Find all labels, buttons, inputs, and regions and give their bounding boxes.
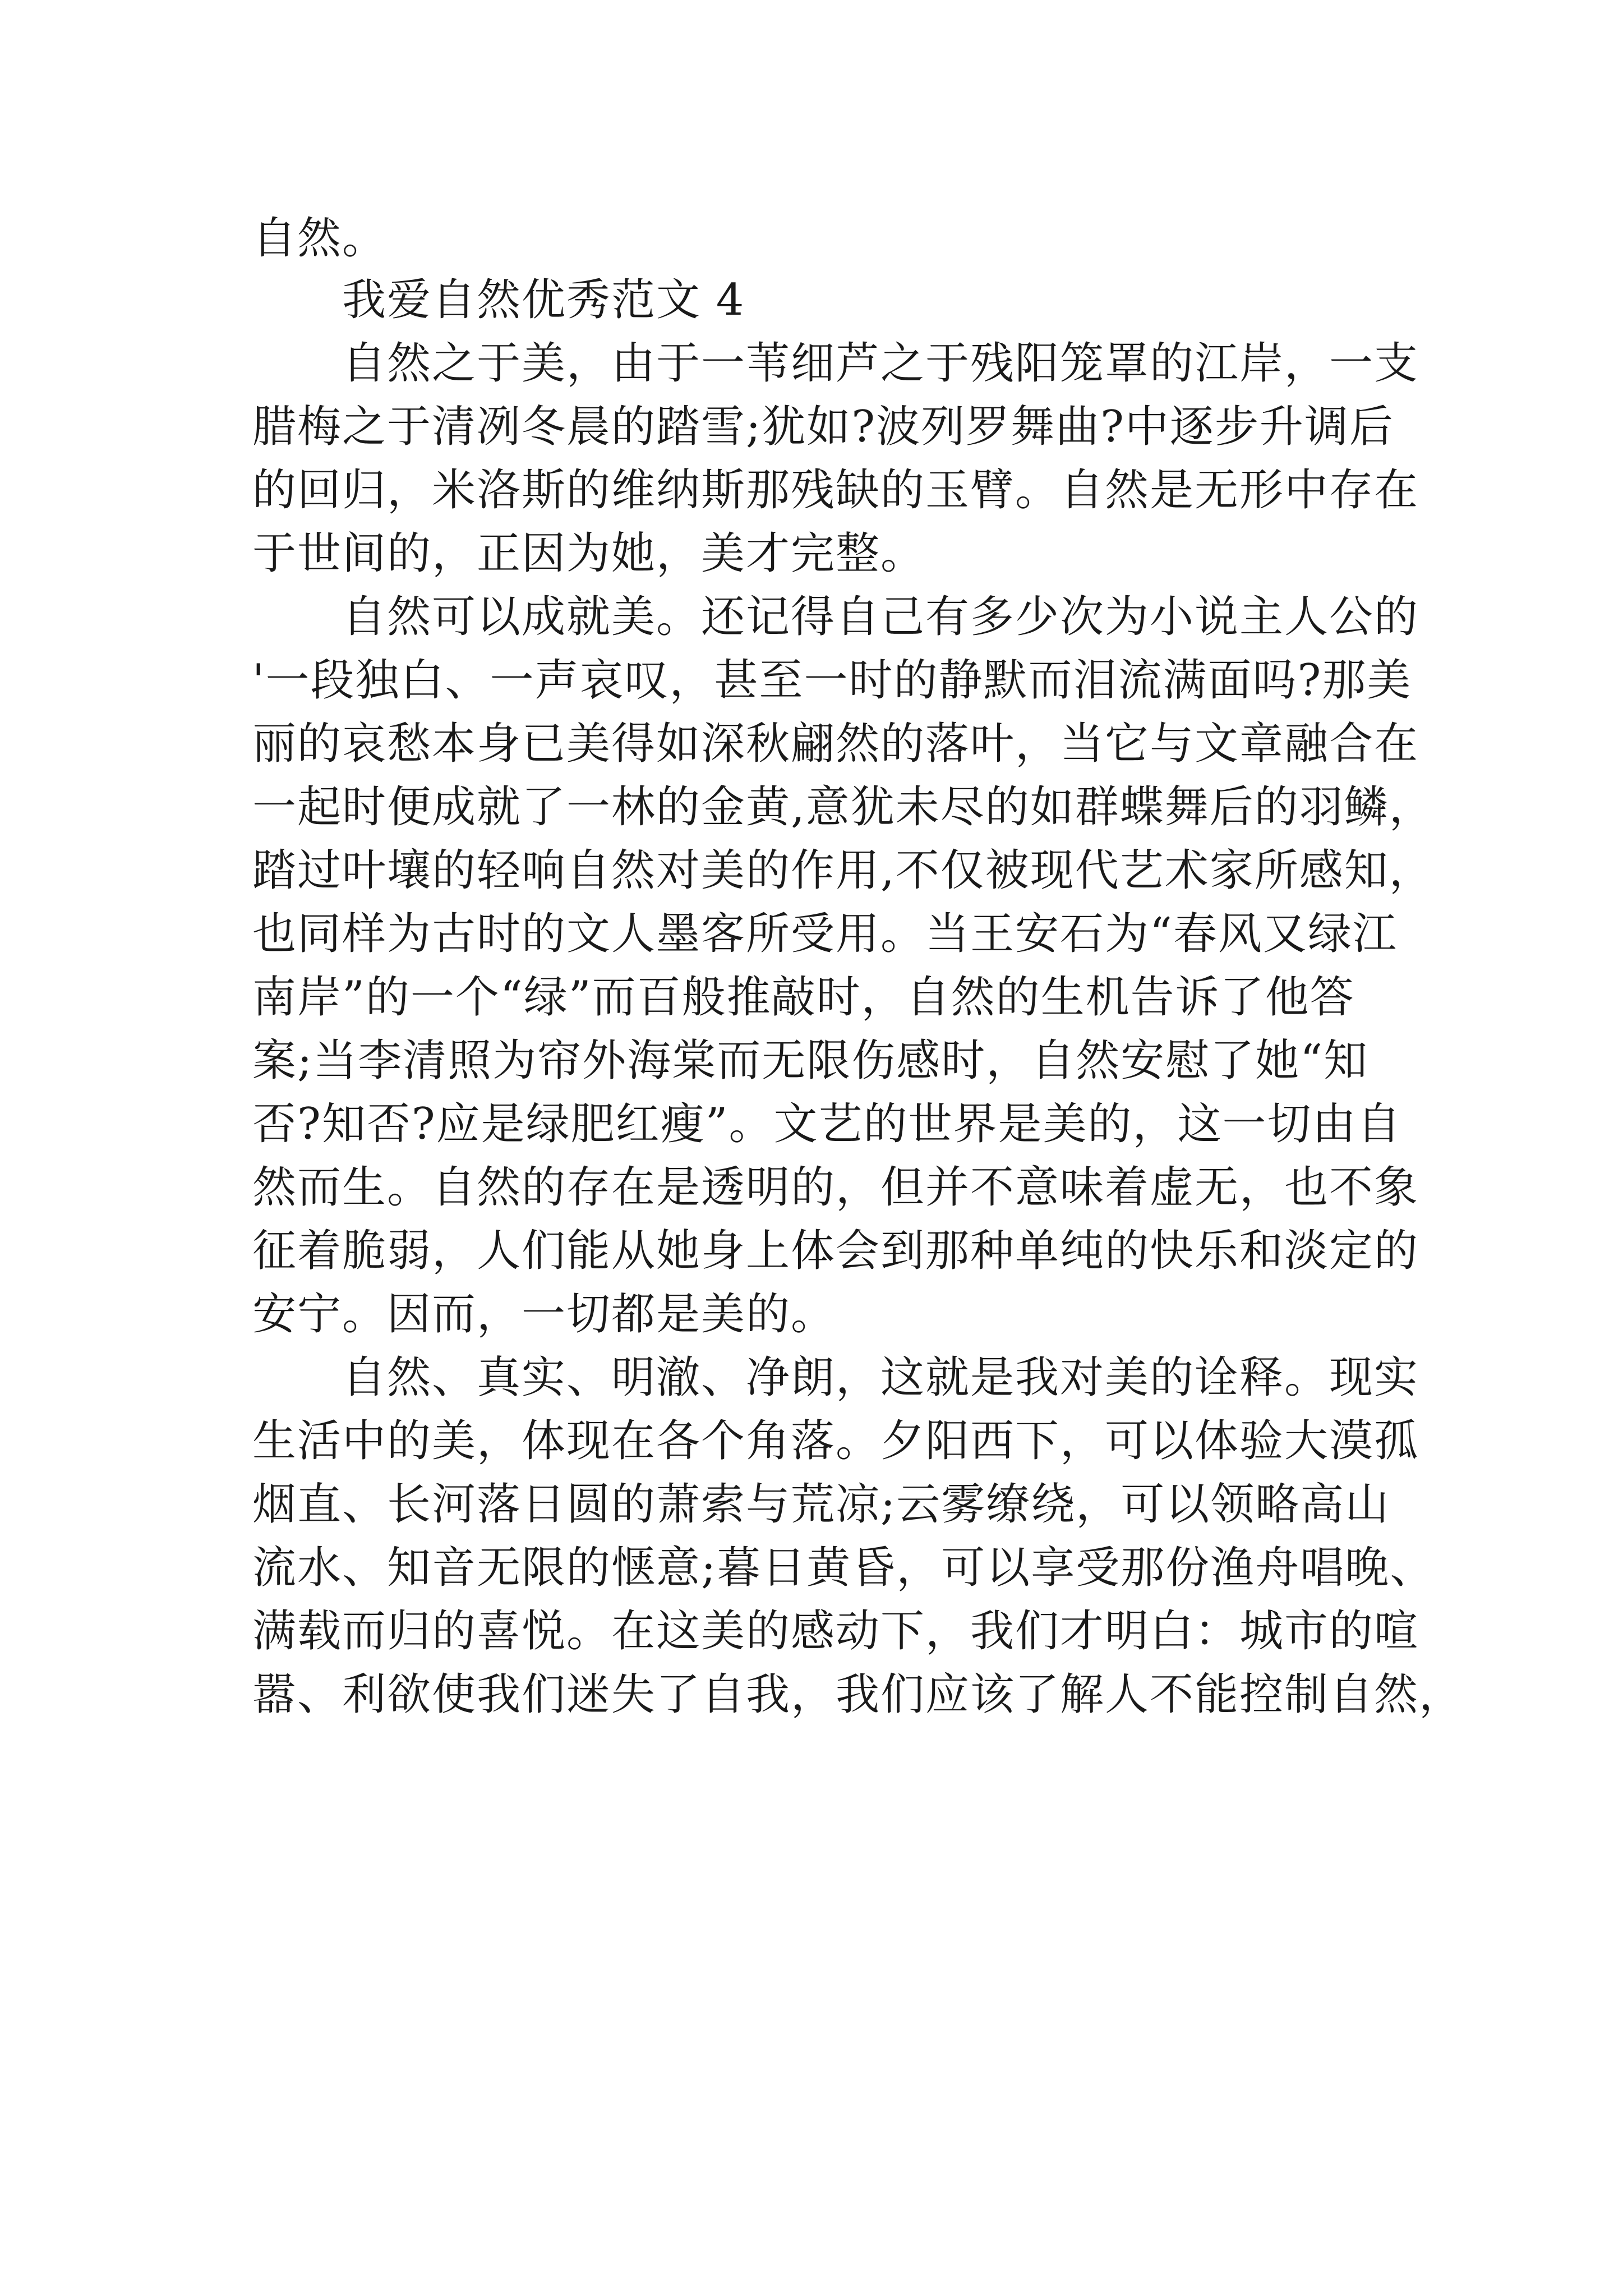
- text-line: 否?知否?应是绿肥红瘦”。文艺的世界是美的，这一切由自: [252, 1099, 1402, 1149]
- text-line: 也同样为古时的文人墨客所受用。当王安石为“春风又绿江: [252, 909, 1398, 959]
- text-line: 腊梅之于清冽冬晨的踏雪;犹如?波列罗舞曲?中逐步升调后: [252, 402, 1394, 452]
- text-line: 踏过叶壤的轻响自然对美的作用,不仅被现代艺术家所感知，: [252, 845, 1434, 896]
- section-heading: 我爱自然优秀范文 4: [342, 275, 745, 325]
- text-line: 自然之于美，由于一苇细芦之于残阳笼罩的江岸，一支: [342, 338, 1419, 389]
- text-line: 嚣、利欲使我们迷失了自我，我们应该了解人不能控制自然，: [252, 1669, 1464, 1720]
- text-line: 然而生。自然的存在是透明的，但并不意味着虚无，也不象: [252, 1162, 1419, 1213]
- text-line: 征着脆弱，人们能从她身上体会到那种单纯的快乐和淡定的: [252, 1226, 1419, 1276]
- text-line: 于世间的，正因为她，美才完整。: [252, 528, 926, 579]
- text-line: 自然、真实、明澈、净朗，这就是我对美的诠释。现实: [342, 1352, 1419, 1403]
- text-line: 生活中的美，体现在各个角落。夕阳西下，可以体验大漠孤: [252, 1416, 1419, 1466]
- text-line: 自然可以成就美。还记得自己有多少次为小说主人公的: [342, 592, 1419, 642]
- text-line: 流水、知音无限的惬意;暮日黄昏，可以享受那份渔舟唱晚、: [252, 1543, 1435, 1593]
- text-line: 一起时便成就了一林的金黄,意犹未尽的如群蝶舞后的羽鳞，: [252, 782, 1434, 832]
- text-line: 南岸”的一个“绿”而百般推敲时，自然的生机告诉了他答: [252, 972, 1355, 1023]
- text-line: 案;当李清照为帘外海棠而无限伤感时，自然安慰了她“知: [252, 1036, 1369, 1086]
- text-line: '一段独白、一声哀叹，甚至一时的静默而泪流满面吗?那美: [252, 655, 1412, 706]
- text-line: 烟直、长河落日圆的萧索与荒凉;云雾缭绕，可以领略高山: [252, 1479, 1390, 1530]
- text-line: 丽的哀愁本身已美得如深秋翩然的落叶，当它与文章融合在: [252, 719, 1419, 769]
- text-line: 满载而归的喜悦。在这美的感动下，我们才明白：城市的喧: [252, 1606, 1419, 1657]
- text-line: 自然。: [252, 213, 388, 264]
- text-line: 安宁。因而，一切都是美的。: [252, 1289, 836, 1340]
- text-line: 的回归，米洛斯的维纳斯那残缺的玉臂。自然是无形中存在: [252, 465, 1419, 516]
